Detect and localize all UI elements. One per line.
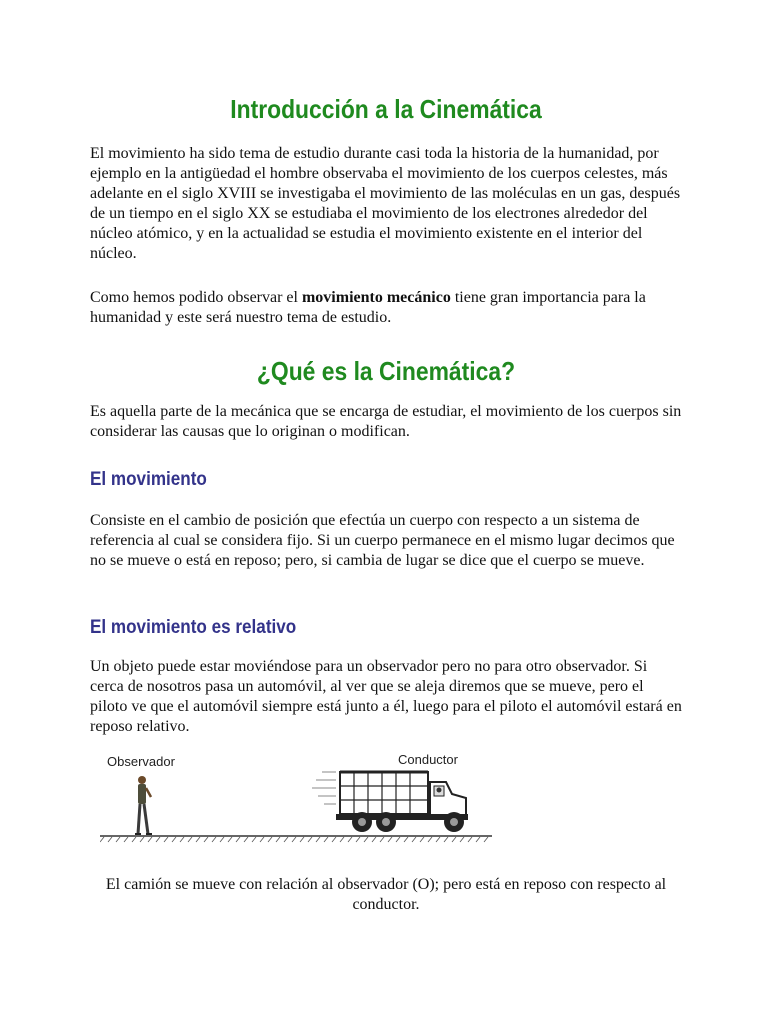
intro-paragraph: El movimiento ha sido tema de estudio durante casi toda la historia de la humanidad, por ejemplo en la antigüedad el hombre observaba el movimiento de los cuerpos celestes, más adelante en el siglo XVIII se investigaba el movimiento de las moléculas en un gas, después de un tiempo en el siglo XX se estudiaba el movimiento de los electrones alrededor del núcleo atómico, y en la actualidad se estudia el movimiento existente en el interior del núcleo.: [90, 145, 681, 262]
truck-icon: [336, 772, 468, 832]
driver-label: Conductor: [398, 752, 458, 767]
ground-line: [100, 836, 492, 842]
relative-movement-paragraph: Un objeto puede estar moviéndose para un observador pero no para otro observador. Si cerca de nosotros pasa un automóvil, al ver que se aleja diremos que se mueve, pero el piloto ve que el automóvil siempre está junto a él, luego para el piloto el automóvil estará en reposo relativo.: [90, 658, 682, 735]
observer-truck-illustration: [100, 748, 500, 848]
page-title: Introducción a la Cinemática: [230, 94, 542, 124]
subheading-movement: El movimiento: [90, 469, 207, 490]
bold-term: movimiento mecánico: [301, 289, 451, 306]
subheading-relative-movement: El movimiento es relativo: [90, 617, 297, 638]
section-title-kinematics: ¿Qué es la Cinemática?: [256, 356, 516, 386]
motion-lines: [312, 772, 336, 804]
mechanical-movement-paragraph: Como hemos podido observar el movimiento mecánico tiene gran importancia para la humanidad y este será nuestro tema de estudio.: [90, 289, 646, 326]
figure-caption: El camión se mueve con relación al observador (O); pero está en reposo con respecto al conductor.: [105, 876, 667, 913]
movement-paragraph: Consiste en el cambio de posición que efectúa un cuerpo con respecto a un sistema de referencia al cual se considera fijo. Si un cuerpo permanece en el mismo lugar decimos que no se mueve o está en reposo; pero, si cambia de lugar se dice que el cuerpo se mueve.: [90, 512, 675, 569]
observer-label: Observador: [107, 754, 175, 769]
kinematics-definition-paragraph: Es aquella parte de la mecánica que se encarga de estudiar, el movimiento de los cuerpos sin considerar las causas que lo originan o modifican.: [90, 403, 682, 440]
observer-figure: [135, 776, 152, 835]
illustration-svg: [100, 748, 500, 848]
